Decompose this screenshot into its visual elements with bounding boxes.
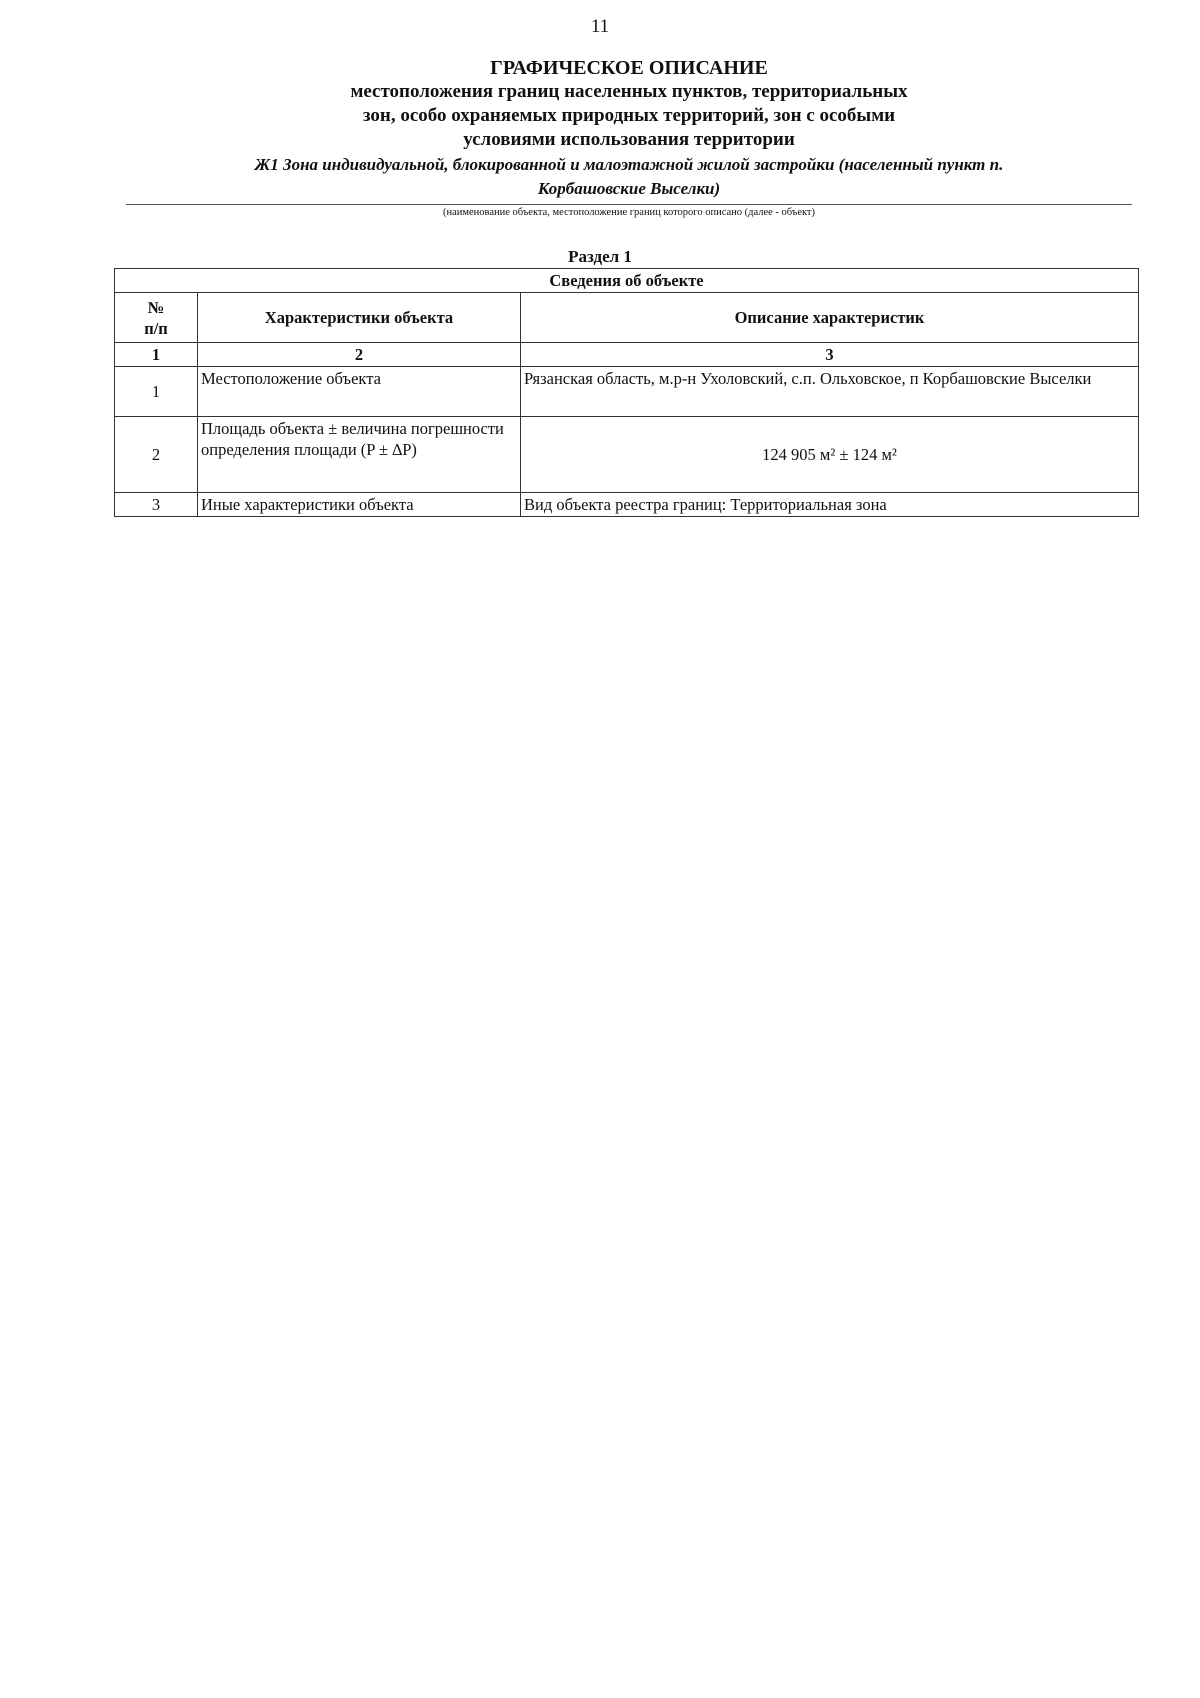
table-title: Сведения об объекте <box>115 269 1139 293</box>
document-subtitle-line-3: условиями использования территории <box>463 129 795 150</box>
object-name-underline <box>126 204 1132 205</box>
table-row <box>115 367 1139 417</box>
row-description: 124 905 м² ± 124 м² <box>521 417 1139 493</box>
column-number-1: 1 <box>115 343 198 367</box>
document-subtitle-line-1: местоположения границ населенных пунктов, территориальных <box>350 81 908 102</box>
object-name-caption: (наименование объекта, местоположение границ которого описано (далее - объект) <box>442 207 816 218</box>
row-description: Вид объекта реестра границ: Территориальная зона <box>521 493 1139 517</box>
row-number: 3 <box>115 493 198 517</box>
table-row <box>115 493 1139 517</box>
row-characteristic: Местоположение объекта <box>198 367 521 417</box>
document-title: ГРАФИЧЕСКОЕ ОПИСАНИЕ <box>490 57 768 79</box>
row-characteristic: Иные характеристики объекта <box>198 493 521 517</box>
row-number: 2 <box>115 417 198 493</box>
column-number-row <box>115 343 1139 367</box>
document-subtitle-line-2: зон, особо охраняемых природных территорий, зон с особыми <box>362 105 896 126</box>
column-header-number-line-2: п/п <box>144 318 168 338</box>
column-header-characteristic: Характеристики объекта <box>198 293 521 343</box>
object-info-table <box>114 268 1139 517</box>
object-name-line-2: Корбашовские Выселки) <box>537 179 721 198</box>
object-name-line-1: Ж1 Зона индивидуальной, блокированной и малоэтажной жилой застройки (населенный пункт п. <box>254 155 1004 174</box>
column-number-2: 2 <box>198 343 521 367</box>
row-description: Рязанская область, м.р-н Ухоловский, с.п. Ольховское, п Корбашовские Выселки <box>521 367 1139 417</box>
table-title-row <box>115 269 1139 293</box>
section-title: Раздел 1 <box>568 247 632 266</box>
column-header-number <box>115 293 198 343</box>
table-row <box>115 417 1139 493</box>
table-header-row <box>115 293 1139 343</box>
page-number: 11 <box>590 16 610 37</box>
row-number: 1 <box>115 367 198 417</box>
row-characteristic: Площадь объекта ± величина погрешности определения площади (P ± ∆P) <box>198 417 521 493</box>
column-number-3: 3 <box>521 343 1139 367</box>
column-header-number-line-1: № <box>147 297 165 317</box>
document-header <box>126 56 1132 220</box>
column-header-description: Описание характеристик <box>521 293 1139 343</box>
